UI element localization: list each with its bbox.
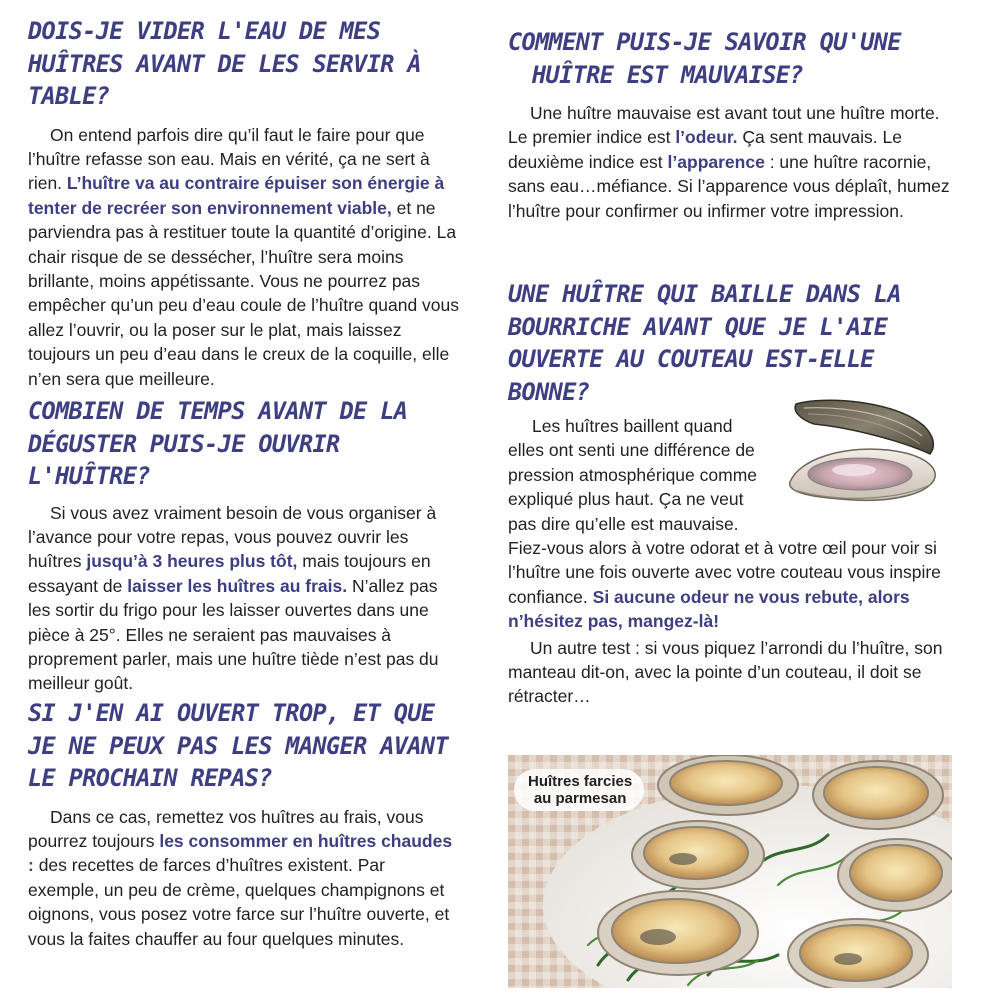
heading-empty-water: DOIS-JE VIDER L'EAU DE MES HUÎTRES AVANT DE LES SERVIR À TABLE? — [28, 17, 421, 110]
text-line: Les huîtres baillent quand — [532, 416, 733, 436]
paragraph-trust-senses: Fiez-vous alors à votre odorat et à votre œil pour voir si l’huître une fois ouverte avec votre couteau vous inspire confiance. Si aucune odeur ne vous rebute, alors n’hésitez pas, mangez-là! — [508, 538, 941, 632]
heading-yawning-oyster: UNE HUÎTRE QUI BAILLE DANS LA BOURRICHE AVANT QUE JE L'AIE OUVERTE AU COUTEAU EST-ELLE BONNE? — [508, 280, 901, 406]
text-line: expliqué plus haut. Ça ne veut — [508, 489, 744, 510]
emphasis-text: L’huître va au contraire épuiser son énergie à tenter de recréer son environnement viable, — [28, 173, 445, 218]
emphasis-text: laisser les huîtres au frais. — [127, 575, 348, 596]
heading-opening-time: COMBIEN DE TEMPS AVANT DE LA DÉGUSTER PUIS-JE OUVRIR L'HUÎTRE? — [28, 397, 408, 490]
emphasis-text: Si aucune odeur ne vous rebute, alors n’hésitez pas, mangez-là! — [508, 586, 910, 632]
section-empty-water — [28, 15, 460, 391]
caption-line: Huîtres farcies — [528, 773, 633, 790]
paragraph-knife-test: Un autre test : si vous piquez l’arrondi du l’huître, son manteau dit-on, avec la pointe d’un couteau, il doit se rétracter… — [508, 637, 943, 707]
emphasis-text: l’apparence — [667, 151, 765, 172]
text-line: pression atmosphérique comme — [508, 464, 758, 485]
section-too-many-opened — [28, 697, 460, 951]
paragraph-opening-time: Si vous avez vraiment besoin de vous organiser à l’avance pour votre repas, vous pouvez ouvrir les huîtres jusqu’à 3 heures plus tôt, mais toujours en essayant de laisser les huîtres au frais. N’allez pas les sortir du frigo pour les laisser ouvertes dans une pièce à 25°. Elles ne seraient pas mauvaises à proprement parler, mais une huître tiède n’est pas du meilleur goût. — [28, 502, 439, 694]
text-line: elles ont senti une différence de — [508, 440, 755, 461]
stuffed-oysters-photo — [508, 755, 952, 988]
section-bad-oyster — [508, 26, 958, 223]
oyster-illustration — [784, 398, 944, 508]
text-line: pas dire qu’elle est mauvaise. — [508, 513, 739, 534]
photo-caption — [514, 769, 644, 811]
heading-too-many-opened: SI J'EN AI OUVERT TROP, ET QUE JE NE PEUX PAS LES MANGER AVANT LE PROCHAIN REPAS? — [28, 699, 448, 792]
emphasis-text: jusqu’à 3 heures plus tôt, — [86, 551, 298, 572]
caption-line: au parmesan — [533, 790, 627, 807]
paragraph-empty-water: On entend parfois dire qu’il faut le faire pour que l’huître refasse son eau. Mais en vérité, ça ne sert à rien. L’huître va au contraire épuiser son énergie à tenter de recréer son environnement viable, et ne parviendra pas à restituer toute la quantité d’origine. La chair risque de se dessécher, l’huître sera moins brillante, moins appétissante. Vous ne pourrez pas empêcher qu’un peu d’eau coule de l’huître quand vous allez l’ouvrir, ou la poser sur le plat, mais laissez toujours un peu d’eau dans le creux de la coquille, elle n’en sera que meilleure. — [28, 124, 460, 389]
paragraph-too-many-opened: Dans ce cas, remettez vos huîtres au frais, vous pourrez toujours les consommer en huîtres chaudes : des recettes de farces d’huîtres existent. Par exemple, un peu de crème, quelques champignons et oignons, vous posez votre farce sur l’huître ouverte, et vous la faites chauffer au four quelques minutes. — [28, 806, 453, 949]
emphasis-text: l’odeur. — [675, 127, 738, 148]
section-yawning-oyster — [508, 278, 958, 709]
paragraph-bad-oyster: Une huître mauvaise est avant tout une huître morte. Le premier indice est l’odeur. Ça sent mauvais. Le deuxième indice est l’apparence : une huître racornie, sans eau…méfiance. Si l’apparence vous déplaît, humez l’huître pour confirmer ou infirmer votre impression. — [508, 103, 950, 221]
emphasis-text: les consommer en huîtres chaudes : — [28, 830, 453, 876]
heading-bad-oyster: COMMENT PUIS-JE SAVOIR QU'UNE HUÎTRE EST MAUVAISE? — [508, 28, 901, 89]
section-opening-time — [28, 395, 460, 696]
